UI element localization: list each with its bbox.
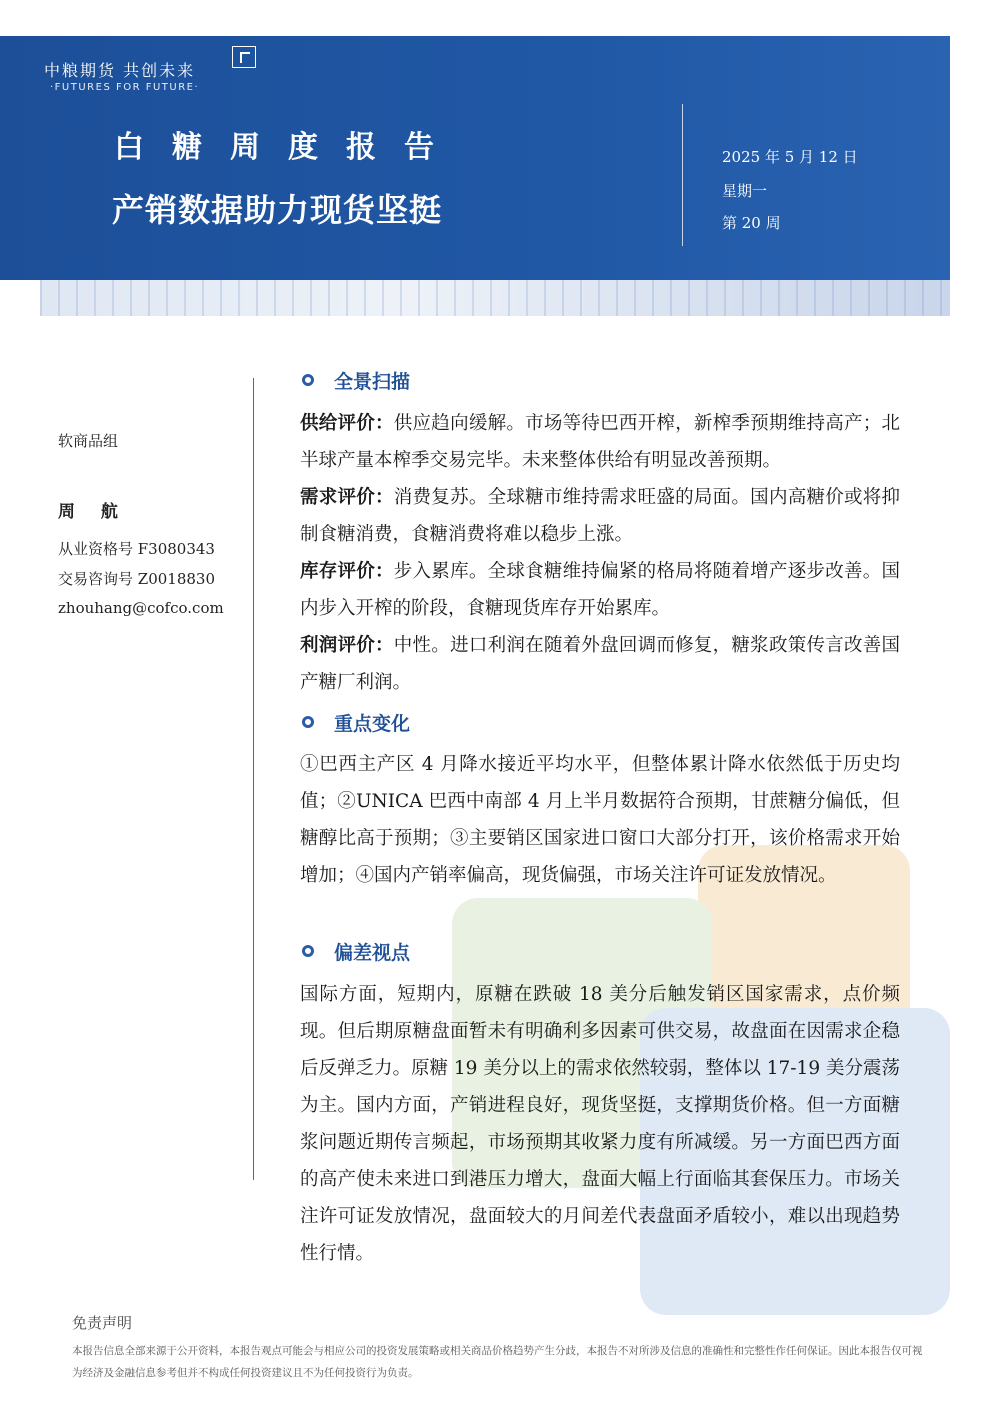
key-changes-text: ①巴西主产区 4 月降水接近平均水平，但整体累计降水依然低于历史均值；②UNICA 巴西中南部 4 月上半月数据符合预期，甘蔗糖分偏低，但糖醇比高于预期；③主要销区国家进口窗口大部分打开，该价格需求开始增加；④国内产销率偏高，现货偏强，市场关注许可证发放情况。 <box>300 754 900 886</box>
sidebar-divider <box>253 378 254 1180</box>
profit-evaluation <box>300 627 900 701</box>
section-heading-overview: 全景扫描 <box>334 371 411 393</box>
report-weekday: 星期一 <box>722 182 768 200</box>
consult-number: 交易咨询号 Z0018830 <box>58 570 215 588</box>
header-chart-stripes <box>40 276 950 316</box>
supply-label: 供给评价： <box>300 413 394 434</box>
demand-text: 消费复苏。全球糖市维持需求旺盛的局面。国内高糖价或将抑制食糖消费，食糖消费将难以稳步上涨。 <box>300 487 900 545</box>
report-title: 白糖周度报告 <box>114 130 462 165</box>
stock-label: 库存评价： <box>300 561 394 582</box>
supply-evaluation <box>300 405 900 479</box>
logo-text: 中粮期货 共创未来 <box>44 61 196 80</box>
logo-slogan: ·FUTURES FOR FUTURE· <box>50 82 200 93</box>
section-heading-deviation: 偏差视点 <box>334 942 411 964</box>
deviation-text: 国际方面，短期内，原糖在跌破 18 美分后触发销区国家需求，点价频现。但后期原糖盘面暂未有明确利多因素可供交易，故盘面在因需求企稳后反弹乏力。原糖 19 美分以上的需求依然较弱，整体以 17-19 美分震荡为主。国内方面，产销进程良好，现货坚挺，支撑期货价格。但一方面糖浆问题近期传言频起，市场预期其收紧力度有所减缓。另一方面巴西方面的高产使未来进口到港压力增大，盘面大幅上行面临其套保压力。市场关注许可证发放情况，盘面较大的月间差代表盘面矛盾较小，难以出现趋势性行情。 <box>300 984 900 1264</box>
bullet-icon <box>302 716 314 728</box>
demand-label: 需求评价： <box>300 487 394 508</box>
supply-text: 供应趋向缓解。市场等待巴西开榨，新榨季预期维持高产；北半球产量本榨季交易完毕。未来整体供给有明显改善预期。 <box>300 413 900 471</box>
demand-evaluation <box>300 479 900 553</box>
team-name: 软商品组 <box>58 432 119 450</box>
qualification-number: 从业资格号 F3080343 <box>58 540 215 558</box>
bullet-icon <box>302 374 314 386</box>
profit-label: 利润评价： <box>300 635 394 656</box>
disclaimer-title: 免责声明 <box>72 1314 133 1332</box>
profit-text: 中性。进口利润在随着外盘回调而修复，糖浆政策传言改善国产糖厂利润。 <box>300 635 900 693</box>
section-heading-changes: 重点变化 <box>334 713 411 735</box>
bullet-icon <box>302 945 314 957</box>
report-week: 第 20 周 <box>722 214 781 232</box>
analyst-name: 周 航 <box>58 502 128 522</box>
report-subtitle: 产销数据助力现货坚挺 <box>112 191 443 229</box>
report-date: 2025 年 5 月 12 日 <box>722 148 858 166</box>
disclaimer-text: 本报告信息全部来源于公开资料，本报告观点可能会与相应公司的投资发展策略或相关商品价格趋势产生分歧，本报告不对所涉及信息的准确性和完整性作任何保证。因此本报告仅可视为经济及金融信息参考但并不构成任何投资建议且不为任何投资行为负责。 <box>72 1345 923 1379</box>
analyst-email[interactable]: zhouhang@cofco.com <box>58 599 224 617</box>
stock-evaluation <box>300 553 900 627</box>
header-divider <box>682 104 683 246</box>
logo-icon <box>232 46 256 68</box>
stock-text: 步入累库。全球食糖维持偏紧的格局将随着增产逐步改善。国内步入开榨的阶段，食糖现货库存开始累库。 <box>300 561 900 619</box>
